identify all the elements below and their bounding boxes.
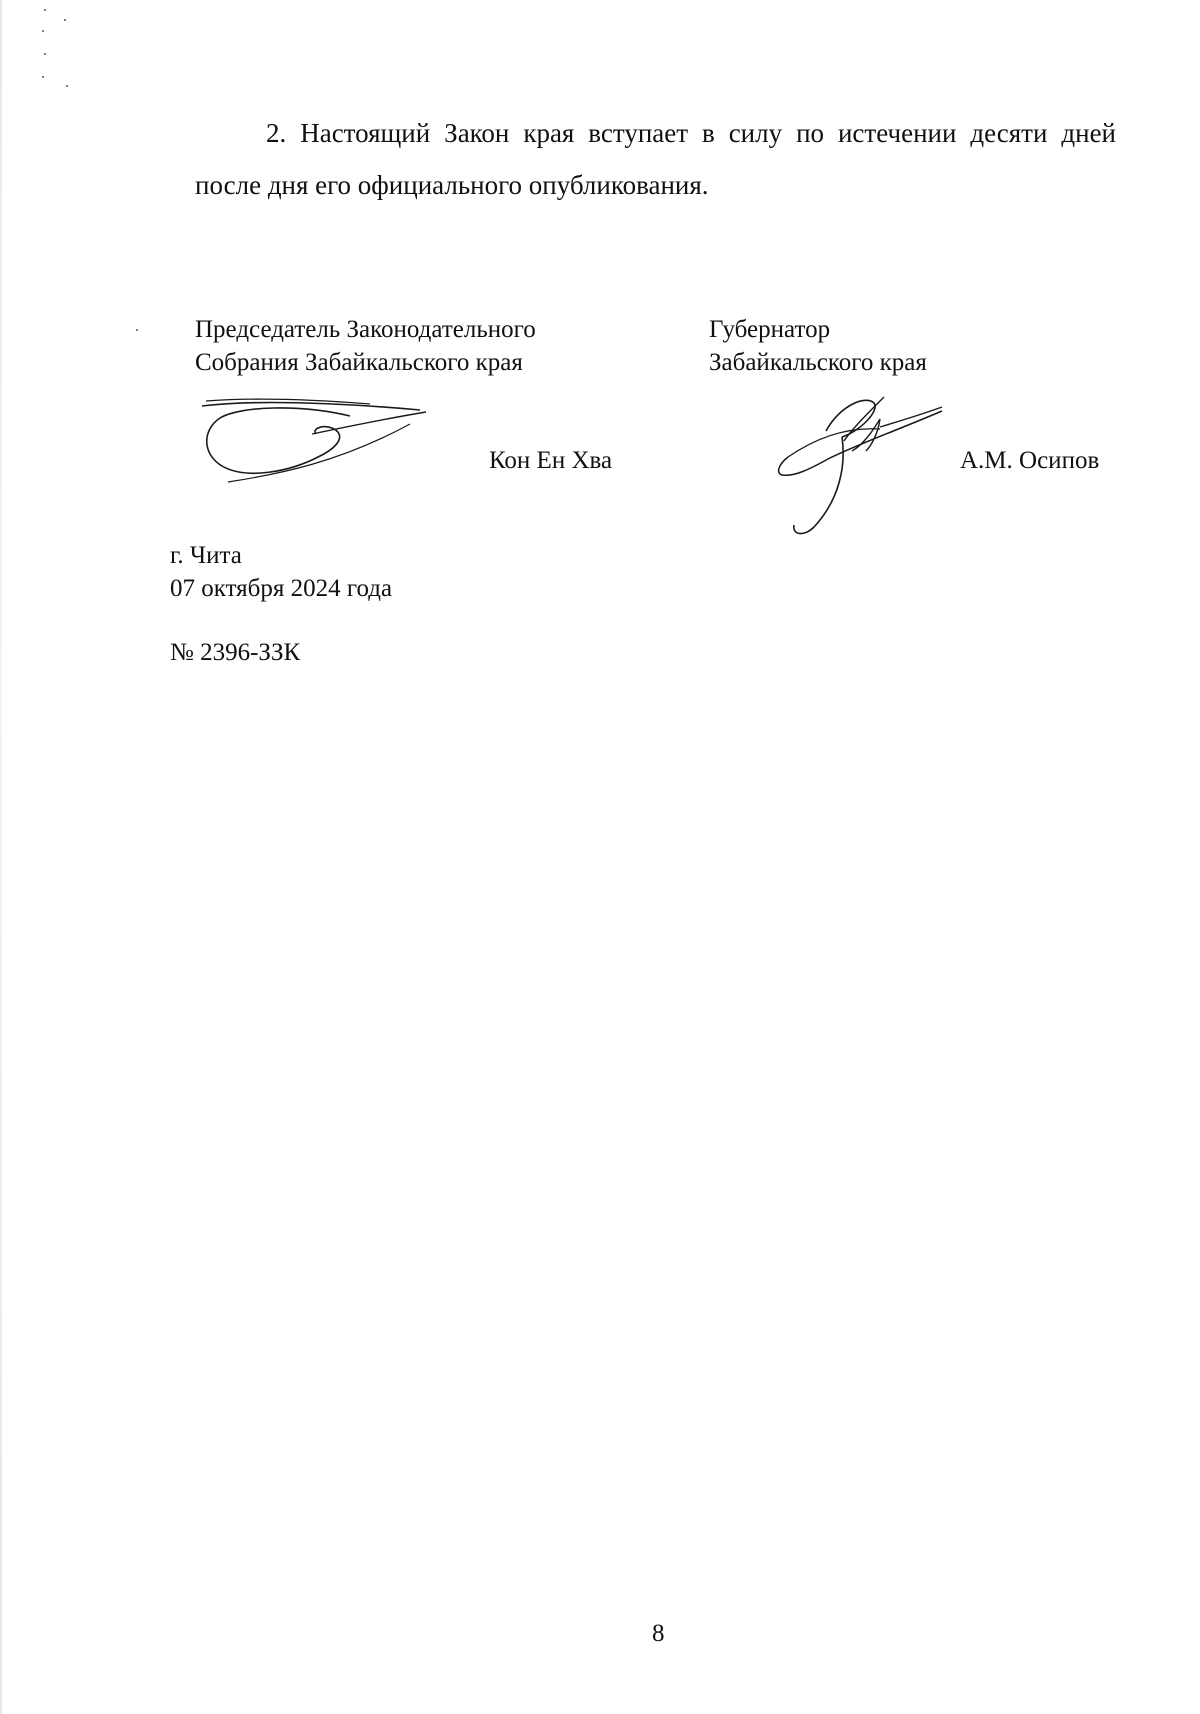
scan-edge <box>0 0 2 1714</box>
page-number: 8 <box>652 1620 665 1647</box>
scan-speck <box>44 53 46 55</box>
scan-speck <box>136 329 138 331</box>
governor-title-line-2: Забайкальского края <box>709 349 927 376</box>
signing-date: 07 октября 2024 года <box>170 575 393 602</box>
scan-speck <box>66 85 68 87</box>
scan-speck <box>44 9 46 11</box>
scan-speck <box>42 76 44 78</box>
governor-title-line-1: Губернатор <box>709 316 831 343</box>
scan-speck <box>42 30 44 32</box>
chairman-title-line-2: Собрания Забайкальского края <box>195 349 523 376</box>
scan-speck <box>64 19 66 21</box>
governor-signature <box>770 395 945 540</box>
chairman-name: Кон Ен Хва <box>489 447 613 474</box>
governor-name: А.М. Осипов <box>960 447 1100 474</box>
law-number: № 2396-ЗЗК <box>170 639 301 666</box>
chairman-title <box>195 313 536 379</box>
paragraph-line-1: 2. Настоящий Закон края вступает в силу по истечении десяти дней <box>266 118 1116 148</box>
governor-title <box>709 313 927 379</box>
chairman-signature <box>200 392 430 497</box>
city: г. Чита <box>170 542 242 569</box>
paragraph-line-2: после дня его официального опубликования. <box>195 170 709 200</box>
chairman-title-line-1: Председатель Законодательного <box>195 316 536 343</box>
